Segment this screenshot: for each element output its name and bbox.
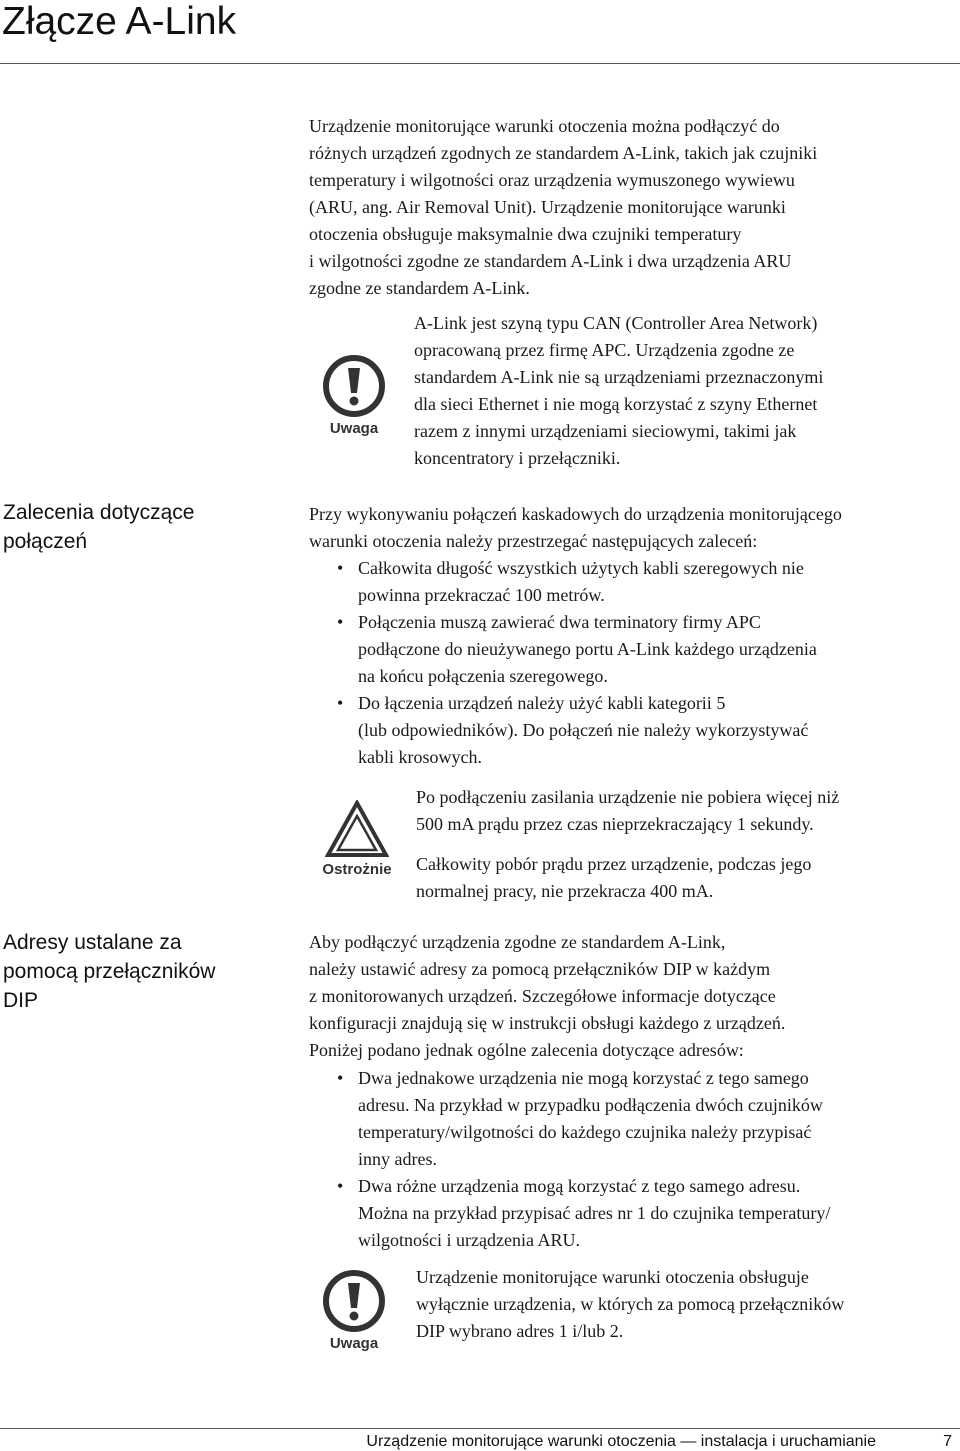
bullet-line: wilgotności i urządzenia ARU.: [358, 1230, 580, 1250]
intro-line: Poniżej podano jednak ogólne zalecenia dotyczące adresów:: [309, 1040, 744, 1060]
warning-triangle-icon: [325, 800, 389, 858]
intro-line: Przy wykonywaniu połączeń kaskadowych do urządzenia monitorującego: [309, 504, 842, 524]
intro-line: zgodne ze standardem A-Link.: [309, 278, 530, 298]
bullet-line: powinna przekraczać 100 metrów.: [358, 585, 605, 605]
heading-line: Adresy ustalane za: [3, 931, 182, 954]
connections-intro: [309, 501, 959, 555]
footer-rule: [0, 1428, 960, 1429]
dip-intro: [309, 929, 959, 1064]
note-line: dla sieci Ethernet i nie mogą korzystać z szyny Ethernet: [414, 394, 818, 414]
list-item: [309, 555, 949, 609]
bullet-line: Połączenia muszą zawierać dwa terminatory firmy APC: [358, 612, 761, 632]
exclamation-circle-icon: [323, 1270, 385, 1332]
bullet-line: temperatury/wilgotności do każdego czujnika należy przypisać: [358, 1122, 812, 1142]
bullet-line: podłączone do nieużywanego portu A-Link każdego urządzenia: [358, 639, 817, 659]
list-item: [309, 609, 949, 690]
list-item: [309, 690, 949, 771]
note-line: DIP wybrano adres 1 i/lub 2.: [416, 1321, 624, 1341]
note-line: razem z innymi urządzeniami sieciowymi, takimi jak: [414, 421, 797, 441]
dip-bullet-list: [309, 1065, 949, 1254]
intro-line: Aby podłączyć urządzenia zgodne ze standardem A-Link,: [309, 932, 726, 952]
note-line: koncentratory i przełączniki.: [414, 448, 621, 468]
caution-text-2: [416, 851, 956, 905]
note-text: [416, 1264, 956, 1345]
intro-line: temperatury i wilgotności oraz urządzenia wymuszonego wywiewu: [309, 170, 795, 190]
note-line: A-Link jest szyną typu CAN (Controller Area Network): [414, 313, 818, 333]
bullet-marker: •: [337, 612, 344, 632]
intro-line: otoczenia obsługuje maksymalnie dwa czujniki temperatury: [309, 224, 742, 244]
caution-line: Po podłączeniu zasilania urządzenie nie pobiera więcej niż: [416, 787, 840, 807]
note-line: wyłącznie urządzenia, w których za pomocą przełączników: [416, 1294, 845, 1314]
caution-icon: [316, 800, 398, 878]
caution-line: normalnej pracy, nie przekracza 400 mA.: [416, 881, 714, 901]
intro-line: z monitorowanych urządzeń. Szczegółowe informacje dotyczące: [309, 986, 776, 1006]
bullet-marker: •: [337, 558, 344, 578]
bullet-line: Dwa różne urządzenia mogą korzystać z tego samego adresu.: [358, 1176, 801, 1196]
bullet-line: inny adres.: [358, 1149, 437, 1169]
note-icon-label: Uwaga: [329, 1335, 379, 1352]
note-text: [414, 310, 954, 472]
bullet-line: na końcu połączenia szeregowego.: [358, 666, 608, 686]
bullet-line: Dwa jednakowe urządzenia nie mogą korzystać z tego samego: [358, 1068, 809, 1088]
bullet-line: adresu. Na przykład w przypadku podłączenia dwóch czujników: [358, 1095, 823, 1115]
intro-line: (ARU, ang. Air Removal Unit). Urządzenie monitorujące warunki: [309, 197, 786, 217]
bullet-line: Do łączenia urządzeń należy użyć kabli kategorii 5: [358, 693, 726, 713]
intro-line: konfiguracji znajdują się w instrukcji obsługi każdego z urządzeń.: [309, 1013, 786, 1033]
list-item: [309, 1173, 949, 1254]
note-icon-label: Uwaga: [329, 420, 379, 437]
caution-icon-label: Ostrożnie: [322, 861, 392, 878]
intro-line: różnych urządzeń zgodnych ze standardem A-Link, takich jak czujniki: [309, 143, 818, 163]
heading-line: połączeń: [3, 530, 88, 553]
intro-paragraph: [309, 113, 949, 302]
caution-text-1: [416, 784, 956, 838]
list-item: [309, 1065, 949, 1173]
heading-line: DIP: [3, 989, 39, 1012]
note-icon: [318, 355, 390, 437]
intro-line: warunki otoczenia należy przestrzegać następujących zaleceń:: [309, 531, 758, 551]
section-heading-dip-addresses: [3, 928, 273, 1015]
bullet-marker: •: [337, 693, 344, 713]
intro-line: Urządzenie monitorujące warunki otoczenia można podłączyć do: [309, 116, 780, 136]
intro-line: należy ustawić adresy za pomocą przełączników DIP w każdym: [309, 959, 771, 979]
note-line: opracowaną przez firmę APC. Urządzenia zgodne ze: [414, 340, 795, 360]
note-line: standardem A-Link nie są urządzeniami przeznaczonymi: [414, 367, 824, 387]
page-title: Złącze A-Link: [2, 0, 237, 43]
caution-line: Całkowity pobór prądu przez urządzenie, podczas jego: [416, 854, 812, 874]
heading-line: Zalecenia dotyczące: [3, 501, 195, 524]
bullet-line: Całkowita długość wszystkich użytych kabli szeregowych nie: [358, 558, 804, 578]
intro-line: i wilgotności zgodne ze standardem A-Link i dwa urządzenia ARU: [309, 251, 792, 271]
section-heading-connections: [3, 498, 273, 556]
note-icon: [318, 1270, 390, 1352]
bullet-line: Można na przykład przypisać adres nr 1 do czujnika temperatury/: [358, 1203, 831, 1223]
heading-line: pomocą przełączników: [3, 960, 216, 983]
footer-title: Urządzenie monitorujące warunki otoczenia — instalacja i uruchamianie: [366, 1433, 876, 1450]
title-rule: [0, 63, 960, 64]
caution-line: 500 mA prądu przez czas nieprzekraczający 1 sekundy.: [416, 814, 814, 834]
page-number: 7: [943, 1433, 952, 1450]
bullet-marker: •: [337, 1068, 344, 1088]
exclamation-circle-icon: [323, 355, 385, 417]
bullet-line: (lub odpowiedników). Do połączeń nie należy wykorzystywać: [358, 720, 809, 740]
bullet-line: kabli krosowych.: [358, 747, 482, 767]
note-line: Urządzenie monitorujące warunki otoczenia obsługuje: [416, 1267, 809, 1287]
connections-bullet-list: [309, 555, 949, 771]
bullet-marker: •: [337, 1176, 344, 1196]
